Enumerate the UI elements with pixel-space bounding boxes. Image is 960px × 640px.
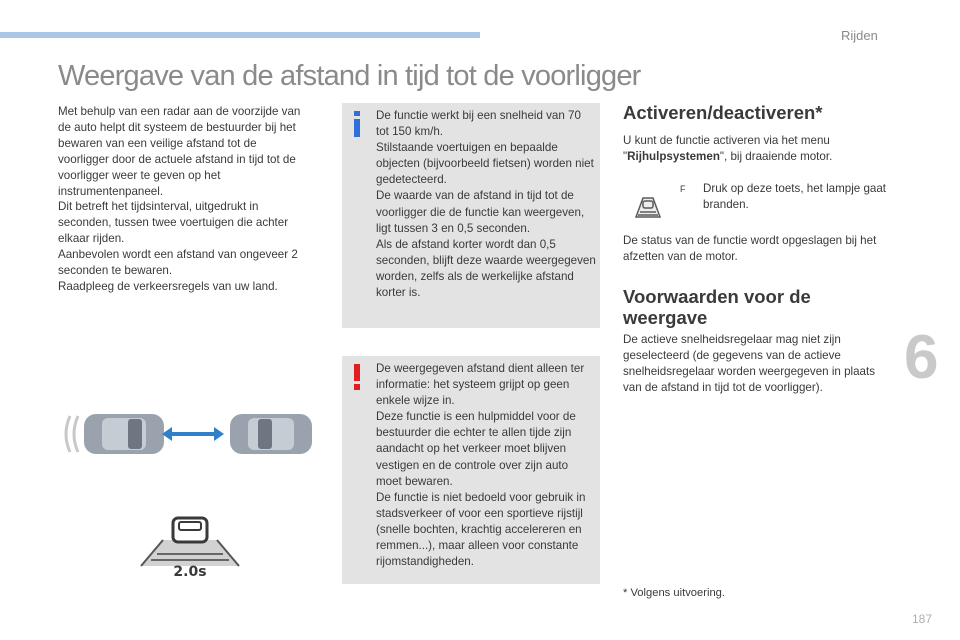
warning-paragraph: De functie is niet bedoeld voor gebruik in stadsverkeer of voor een sportieve rijstijl (snelle bochten, krachtig accelereren en remmen...), maar alleen voor constante rijomstandigheden. (376, 490, 586, 569)
distance-button-icon (633, 190, 663, 220)
info-paragraph: Stilstaande voertuigen en bepaalde objecten (bijvoorbeeld fietsen) worden niet gedetecteerd. (376, 141, 594, 187)
page-title: Weergave van de afstand in tijd tot de voorligger (58, 60, 641, 92)
conditions-text: De actieve snelheidsregelaar mag niet zijn geselecteerd (de gegevens van de actieve snelheidsregelaar worden weergegeven in plaats van de afstand in tijd tot de voorligger). (623, 333, 876, 394)
info-box (342, 103, 600, 328)
distance-arrow-icon (162, 427, 224, 441)
distance-display-illustration (135, 510, 245, 582)
info-paragraph: De functie werkt bij een snelheid van 70 tot 150 km/h. (376, 109, 581, 139)
status-text: De status van de functie wordt opgeslagen bij het afzetten van de motor. (623, 234, 877, 263)
info-paragraph: Als de afstand korter wordt dan 0,5 seconden, blijft deze waarde weergegeven worden, zelfs als de werkelijke afstand korter is. (376, 237, 596, 300)
front-car-icon (230, 414, 312, 454)
menu-name: Rijhulpsystemen (627, 150, 720, 163)
section-label: Rijden (841, 28, 878, 43)
page-number: 187 (912, 612, 933, 626)
header-accent-bar (0, 32, 480, 38)
car-ahead-icon (135, 510, 245, 568)
conditions-heading: Voorwaarden voor de weergave (623, 286, 811, 328)
info-paragraph: De waarde van de afstand in tijd tot de voorligger die de functie kan weergeven, ligt tussen 3 en 0,5 seconden. (376, 189, 585, 235)
warning-paragraph: Deze functie is een hulpmiddel voor de bestuurder die echter te allen tijde zijn aandacht op het verkeer moet blijven vestigen en de controle over zijn auto moet bewaren. (376, 410, 576, 488)
footnote: * Volgens uitvoering. (623, 587, 725, 599)
info-icon (351, 111, 363, 137)
activate-text-before: U kunt de functie activeren via het menu " (623, 134, 830, 163)
intro-paragraph: Aanbevolen wordt een afstand van ongeveer 2 seconden te bewaren. (58, 248, 298, 278)
activate-text-after: ", bij draaiende motor. (719, 150, 833, 163)
bullet-symbol: F (680, 184, 686, 194)
rear-car-icon (84, 414, 164, 454)
intro-paragraph: Met behulp van een radar aan de voorzijde van de auto helpt dit systeem de bestuurder bij het bewaren van een veilige afstand tot de voorligger door de actuele afstand in tijd tot de voorligger weer te geven op het instrumentenpaneel. (58, 105, 301, 198)
activate-text (623, 133, 885, 165)
radar-waves-icon (66, 416, 78, 452)
activate-heading: Activeren/deactiveren* (623, 102, 823, 123)
distance-time-value: 2.0s (173, 564, 207, 580)
intro-text (58, 104, 308, 295)
intro-paragraph: Raadpleeg de verkeersregels van uw land. (58, 279, 278, 293)
intro-paragraph: Dit betreft het tijdsinterval, uitgedrukt in seconden, tussen twee voertuigen die achter elkaar rijden. (58, 200, 289, 246)
bullet-text: Druk op deze toets, het lampje gaat branden. (703, 182, 887, 211)
chapter-number: 6 (904, 323, 939, 392)
car-following-illustration (58, 406, 320, 462)
warning-box (342, 356, 600, 584)
warning-paragraph: De weergegeven afstand dient alleen ter informatie: het systeem grijpt op geen enkele wijze in. (376, 362, 585, 408)
warning-icon (351, 364, 363, 390)
